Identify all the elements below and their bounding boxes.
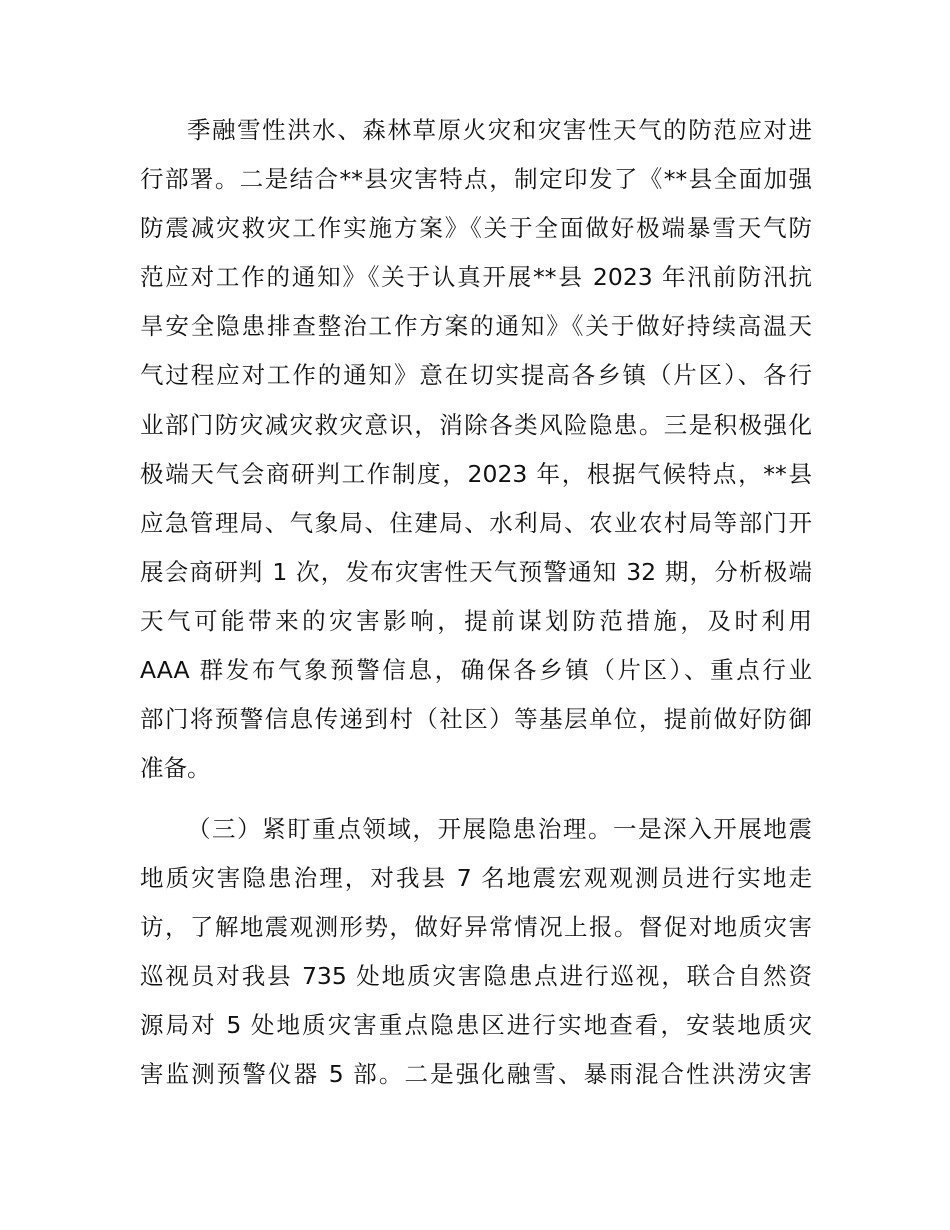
text-line: 天气可能带来的灾害影响，提前谋划防范措施，及时利用: [140, 606, 812, 635]
text-line: （三）紧盯重点领域，开展隐患治理。一是深入开展地震: [187, 815, 812, 843]
text-line: 业部门防灾减灾救灾意识，消除各类风险隐患。三是积极强化: [140, 410, 812, 439]
text-line: 源局对 5 处地质灾害重点隐患区进行实地查看，安装地质灾: [140, 1011, 812, 1040]
text-line: 防震减灾救灾工作实施方案》《关于全面做好极端暴雪天气防: [140, 214, 812, 243]
text-line: 巡视员对我县 735 处地质灾害隐患点进行巡视，联合自然资: [140, 962, 812, 991]
text-line: 范应对工作的通知》《关于认真开展**县 2023 年汛前防汛抗: [140, 263, 812, 292]
text-line: 访，了解地震观测形势，做好异常情况上报。督促对地质灾害: [140, 913, 812, 942]
paragraph-hazard-governance: [140, 811, 812, 1106]
text-line: 准备。: [140, 754, 211, 783]
paragraph-disaster-prevention: [140, 112, 812, 799]
text-line: 气过程应对工作的通知》意在切实提高各乡镇（片区）、各行: [140, 361, 812, 390]
text-line: 旱安全隐患排查整治工作方案的通知》《关于做好持续高温天: [140, 312, 812, 341]
text-line: 害监测预警仪器 5 部。二是强化融雪、暴雨混合性洪涝灾害: [140, 1060, 812, 1089]
text-line: 行部署。二是结合**县灾害特点，制定印发了《**县全面加强: [140, 165, 812, 194]
text-line: 应急管理局、气象局、住建局、水利局、农业农村局等部门开: [140, 508, 812, 537]
text-line: 展会商研判 1 次，发布灾害性天气预警通知 32 期，分析极端: [140, 557, 812, 586]
text-line: AAA 群发布气象预警信息，确保各乡镇（片区）、重点行业: [140, 656, 812, 685]
text-line: 部门将预警信息传递到村（社区）等基层单位，提前做好防御: [140, 705, 812, 734]
text-line: 季融雪性洪水、森林草原火灾和灾害性天气的防范应对进: [187, 116, 812, 144]
text-line: 地质灾害隐患治理，对我县 7 名地震宏观观测员进行实地走: [140, 864, 812, 893]
text-line: 极端天气会商研判工作制度，2023 年，根据气候特点，**县: [140, 459, 812, 488]
